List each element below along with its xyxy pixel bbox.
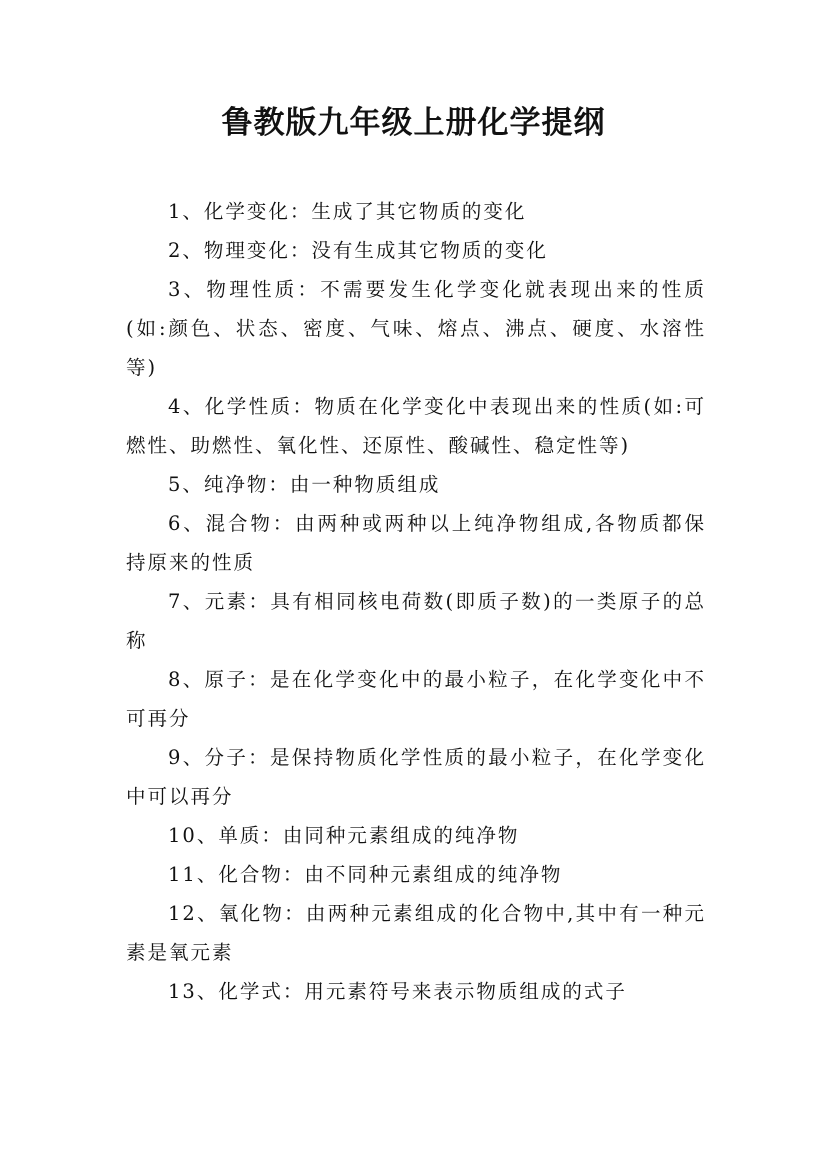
outline-item: 10、单质：由同种元素组成的纯净物	[168, 824, 520, 847]
outline-item: 4、化学性质：物质在化学变化中表现出来的性质(如:可燃性、助燃性、氧化性、还原性、酸碱性、稳定性等)	[126, 395, 706, 457]
outline-item: 2、物理变化：没有生成其它物质的变化	[168, 239, 548, 262]
outline-item: 3、物理性质：不需要发生化学变化就表现出来的性质(如:颜色、状态、密度、气味、熔点、沸点、硬度、水溶性等)	[126, 278, 706, 379]
outline-body	[126, 192, 706, 1011]
outline-item: 9、分子：是保持物质化学性质的最小粒子，在化学变化中可以再分	[126, 746, 706, 808]
outline-item: 1、化学变化：生成了其它物质的变化	[168, 200, 527, 223]
outline-item: 12、氧化物：由两种元素组成的化合物中,其中有一种元素是氧元素	[126, 902, 706, 964]
outline-item: 7、元素：具有相同核电荷数(即质子数)的一类原子的总称	[126, 590, 706, 652]
outline-item: 5、纯净物：由一种物质组成	[168, 473, 441, 496]
outline-item: 11、化合物：由不同种元素组成的纯净物	[168, 863, 563, 886]
document-title: 鲁教版九年级上册化学提纲	[221, 105, 606, 141]
outline-item: 8、原子：是在化学变化中的最小粒子，在化学变化中不可再分	[126, 668, 706, 730]
outline-item: 13、化学式：用元素符号来表示物质组成的式子	[168, 980, 627, 1003]
outline-item: 6、混合物：由两种或两种以上纯净物组成,各物质都保持原来的性质	[126, 512, 706, 574]
